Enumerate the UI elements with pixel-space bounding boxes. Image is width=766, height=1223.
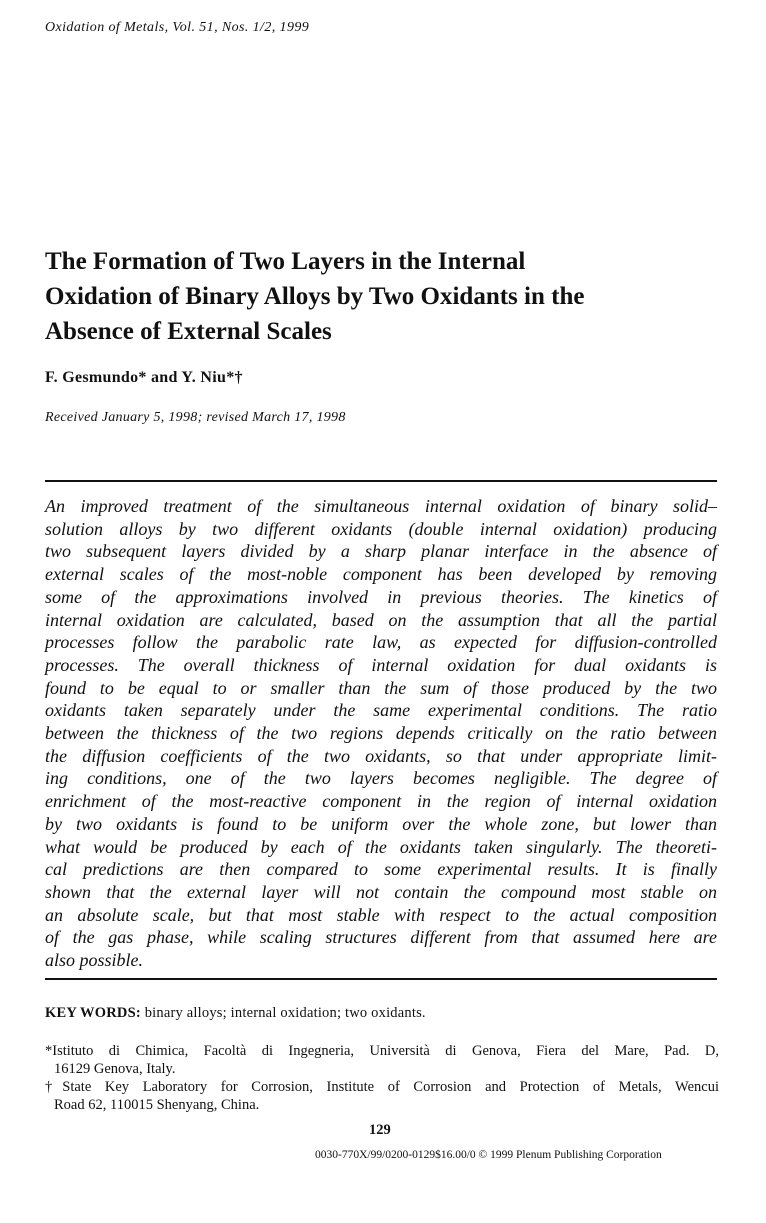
- affiliation-line: 16129 Genova, Italy.: [54, 1061, 176, 1077]
- abstract-line: An improved treatment of the simultaneous internal oxidation of binary solid–: [45, 496, 717, 516]
- abstract-line: shown that the external layer will not contain the compound most stable on: [45, 881, 717, 902]
- abstract-line: also possible.: [45, 950, 144, 971]
- title-line: Oxidation of Binary Alloys by Two Oxidants in the: [45, 283, 585, 310]
- affiliation-shenyang: [45, 1078, 719, 1114]
- abstract: [45, 495, 717, 972]
- article-title: [45, 244, 725, 349]
- abstract-line: of the gas phase, while scaling structures different from that assumed here are: [45, 927, 717, 948]
- abstract-line: processes follow the parabolic rate law, as expected for diffusion-controlled: [45, 632, 717, 653]
- journal-citation: Oxidation of Metals, Vol. 51, Nos. 1/2, 1999: [45, 20, 310, 35]
- keywords: [45, 1005, 426, 1022]
- abstract-line: enrichment of the most-reactive component in the region of internal oxidation: [45, 791, 717, 812]
- abstract-line: what would be produced by each of the oxidants taken singularly. The theoreti-: [45, 836, 717, 857]
- abstract-line: processes. The overall thickness of internal oxidation for dual oxidants is: [45, 654, 717, 675]
- abstract-line: oxidants taken separately under the same experimental conditions. The ratio: [45, 700, 717, 721]
- abstract-top-rule: [45, 480, 717, 482]
- keywords-text: binary alloys; internal oxidation; two oxidants.: [144, 1005, 426, 1021]
- keywords-label: KEY WORDS:: [45, 1005, 141, 1021]
- abstract-line: by two oxidants is found to be uniform over the whole zone, but lower than: [45, 813, 717, 834]
- received-dates: Received January 5, 1998; revised March 17, 1998: [45, 410, 346, 425]
- abstract-bottom-rule: [45, 978, 717, 980]
- affiliation-line: Road 62, 110015 Shenyang, China.: [54, 1097, 260, 1113]
- abstract-line: an absolute scale, but that most stable with respect to the actual composition: [45, 904, 717, 925]
- abstract-line: cal predictions are then compared to some experimental results. It is finally: [45, 859, 717, 880]
- authors: F. Gesmundo* and Y. Niu*†: [45, 369, 243, 386]
- copyright-line: 0030-770X/99/0200-0129$16.00/0 © 1999 Plenum Publishing Corporation: [315, 1149, 662, 1161]
- abstract-line: two subsequent layers divided by a sharp planar interface in the absence of: [45, 541, 717, 562]
- affiliation-line: †State Key Laboratory for Corrosion, Institute of Corrosion and Protection of Metals, Wencui: [45, 1079, 719, 1095]
- abstract-line: external scales of the most-noble component has been developed by removing: [45, 564, 717, 585]
- title-line: Absence of External Scales: [45, 318, 332, 345]
- abstract-line: internal oxidation are calculated, based on the assumption that all the partial: [45, 609, 717, 630]
- page-number: 129: [369, 1122, 391, 1138]
- abstract-line: some of the approximations involved in previous theories. The kinetics of: [45, 586, 717, 607]
- abstract-line: ing conditions, one of the two layers becomes negligible. The degree of: [45, 768, 717, 789]
- abstract-line: solution alloys by two different oxidants (double internal oxidation) producing: [45, 518, 717, 539]
- affiliation-genova: [45, 1042, 719, 1078]
- abstract-line: found to be equal to or smaller than the sum of those produced by the two: [45, 677, 717, 698]
- affiliation-line: *Istituto di Chimica, Facoltà di Ingegneria, Università di Genova, Fiera del Mare, Pad. D,: [45, 1043, 719, 1059]
- abstract-line: between the thickness of the two regions depends critically on the ratio between: [45, 723, 717, 744]
- abstract-line: the diffusion coefficients of the two oxidants, so that under appropriate limit-: [45, 745, 717, 766]
- title-line: The Formation of Two Layers in the Internal: [45, 248, 526, 275]
